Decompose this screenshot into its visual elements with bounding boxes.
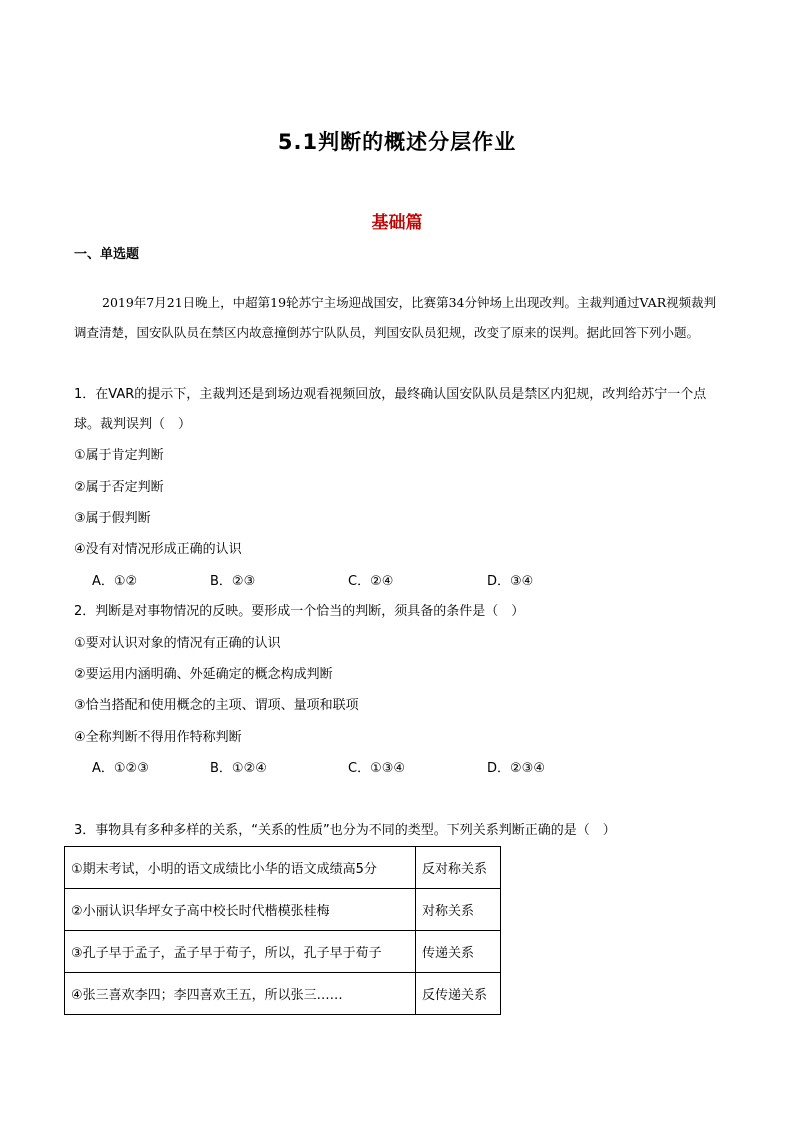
table-cell-relation: 传递关系 [416, 931, 501, 973]
table-cell-relation: 反对称关系 [416, 847, 501, 889]
passage-text: 2019年7月21日晚上，中超第19轮苏宁主场迎战国安，比赛第34分钟场上出现改判。主裁判通过VAR视频裁判调查清楚，国安队队员在禁区内故意撞倒苏宁队队员，判国安队员犯规，改变了原来的误判。据此回答下列小题。 [74, 295, 717, 340]
q2-option-c[interactable]: C．①③④ [348, 761, 406, 776]
q2-option-a[interactable]: A．①②③ [92, 761, 149, 776]
q2-option-d[interactable]: D．②③④ [487, 761, 545, 776]
table-row [65, 931, 501, 973]
table-cell-relation: 对称关系 [416, 889, 501, 931]
table-cell-statement: ④张三喜欢李四；李四喜欢王五，所以张三…… [65, 973, 416, 1015]
reading-passage [74, 288, 724, 348]
q1-option-b[interactable]: B．②③ [210, 574, 256, 589]
relation-table [64, 846, 501, 1015]
table-row [65, 973, 501, 1015]
q2-stem: 2．判断是对事物情况的反映。要形成一个恰当的判断，须具备的条件是（ ） [74, 604, 525, 619]
q3-stem: 3．事物具有多种多样的关系，“关系的性质”也分为不同的类型。下列关系判断正确的是（ ） [74, 823, 616, 838]
section-title: 基础篇 [371, 213, 423, 233]
question-type-heading: 一、单选题 [74, 247, 140, 262]
q2-item-4: ④全称判断不得用作特称判断 [74, 730, 242, 745]
q1-option-c[interactable]: C．②④ [348, 574, 394, 589]
q1-option-d[interactable]: D．③④ [487, 574, 534, 589]
table-row [65, 847, 501, 889]
page-title: 5.1判断的概述分层作业 [277, 130, 517, 154]
table-cell-statement: ③孔子早于孟子，孟子早于荀子，所以，孔子早于荀子 [65, 931, 416, 973]
table-cell-statement: ①期末考试，小明的语文成绩比小华的语文成绩高5分 [65, 847, 416, 889]
table-cell-statement: ②小丽认识华坪女子高中校长时代楷模张桂梅 [65, 889, 416, 931]
q1-item-2: ②属于否定判断 [74, 480, 164, 495]
q2-item-3: ③恰当搭配和使用概念的主项、谓项、量项和联项 [74, 698, 359, 713]
q1-stem: 1．在VAR的提示下，主裁判还是到场边观看视频回放，最终确认国安队队员是禁区内犯规，改判给苏宁一个点球。裁判误判（ ） [74, 387, 707, 432]
q1-option-a[interactable]: A．①② [92, 574, 138, 589]
q2-item-2: ②要运用内涵明确、外延确定的概念构成判断 [74, 667, 333, 682]
q2-option-b[interactable]: B．①②④ [210, 761, 267, 776]
q1-item-3: ③属于假判断 [74, 511, 151, 526]
table-row [65, 889, 501, 931]
q2-item-1: ①要对认识对象的情况有正确的认识 [74, 636, 281, 651]
q1-item-4: ④没有对情况形成正确的认识 [74, 542, 242, 557]
table-cell-relation: 反传递关系 [416, 973, 501, 1015]
q1-item-1: ①属于肯定判断 [74, 448, 164, 463]
